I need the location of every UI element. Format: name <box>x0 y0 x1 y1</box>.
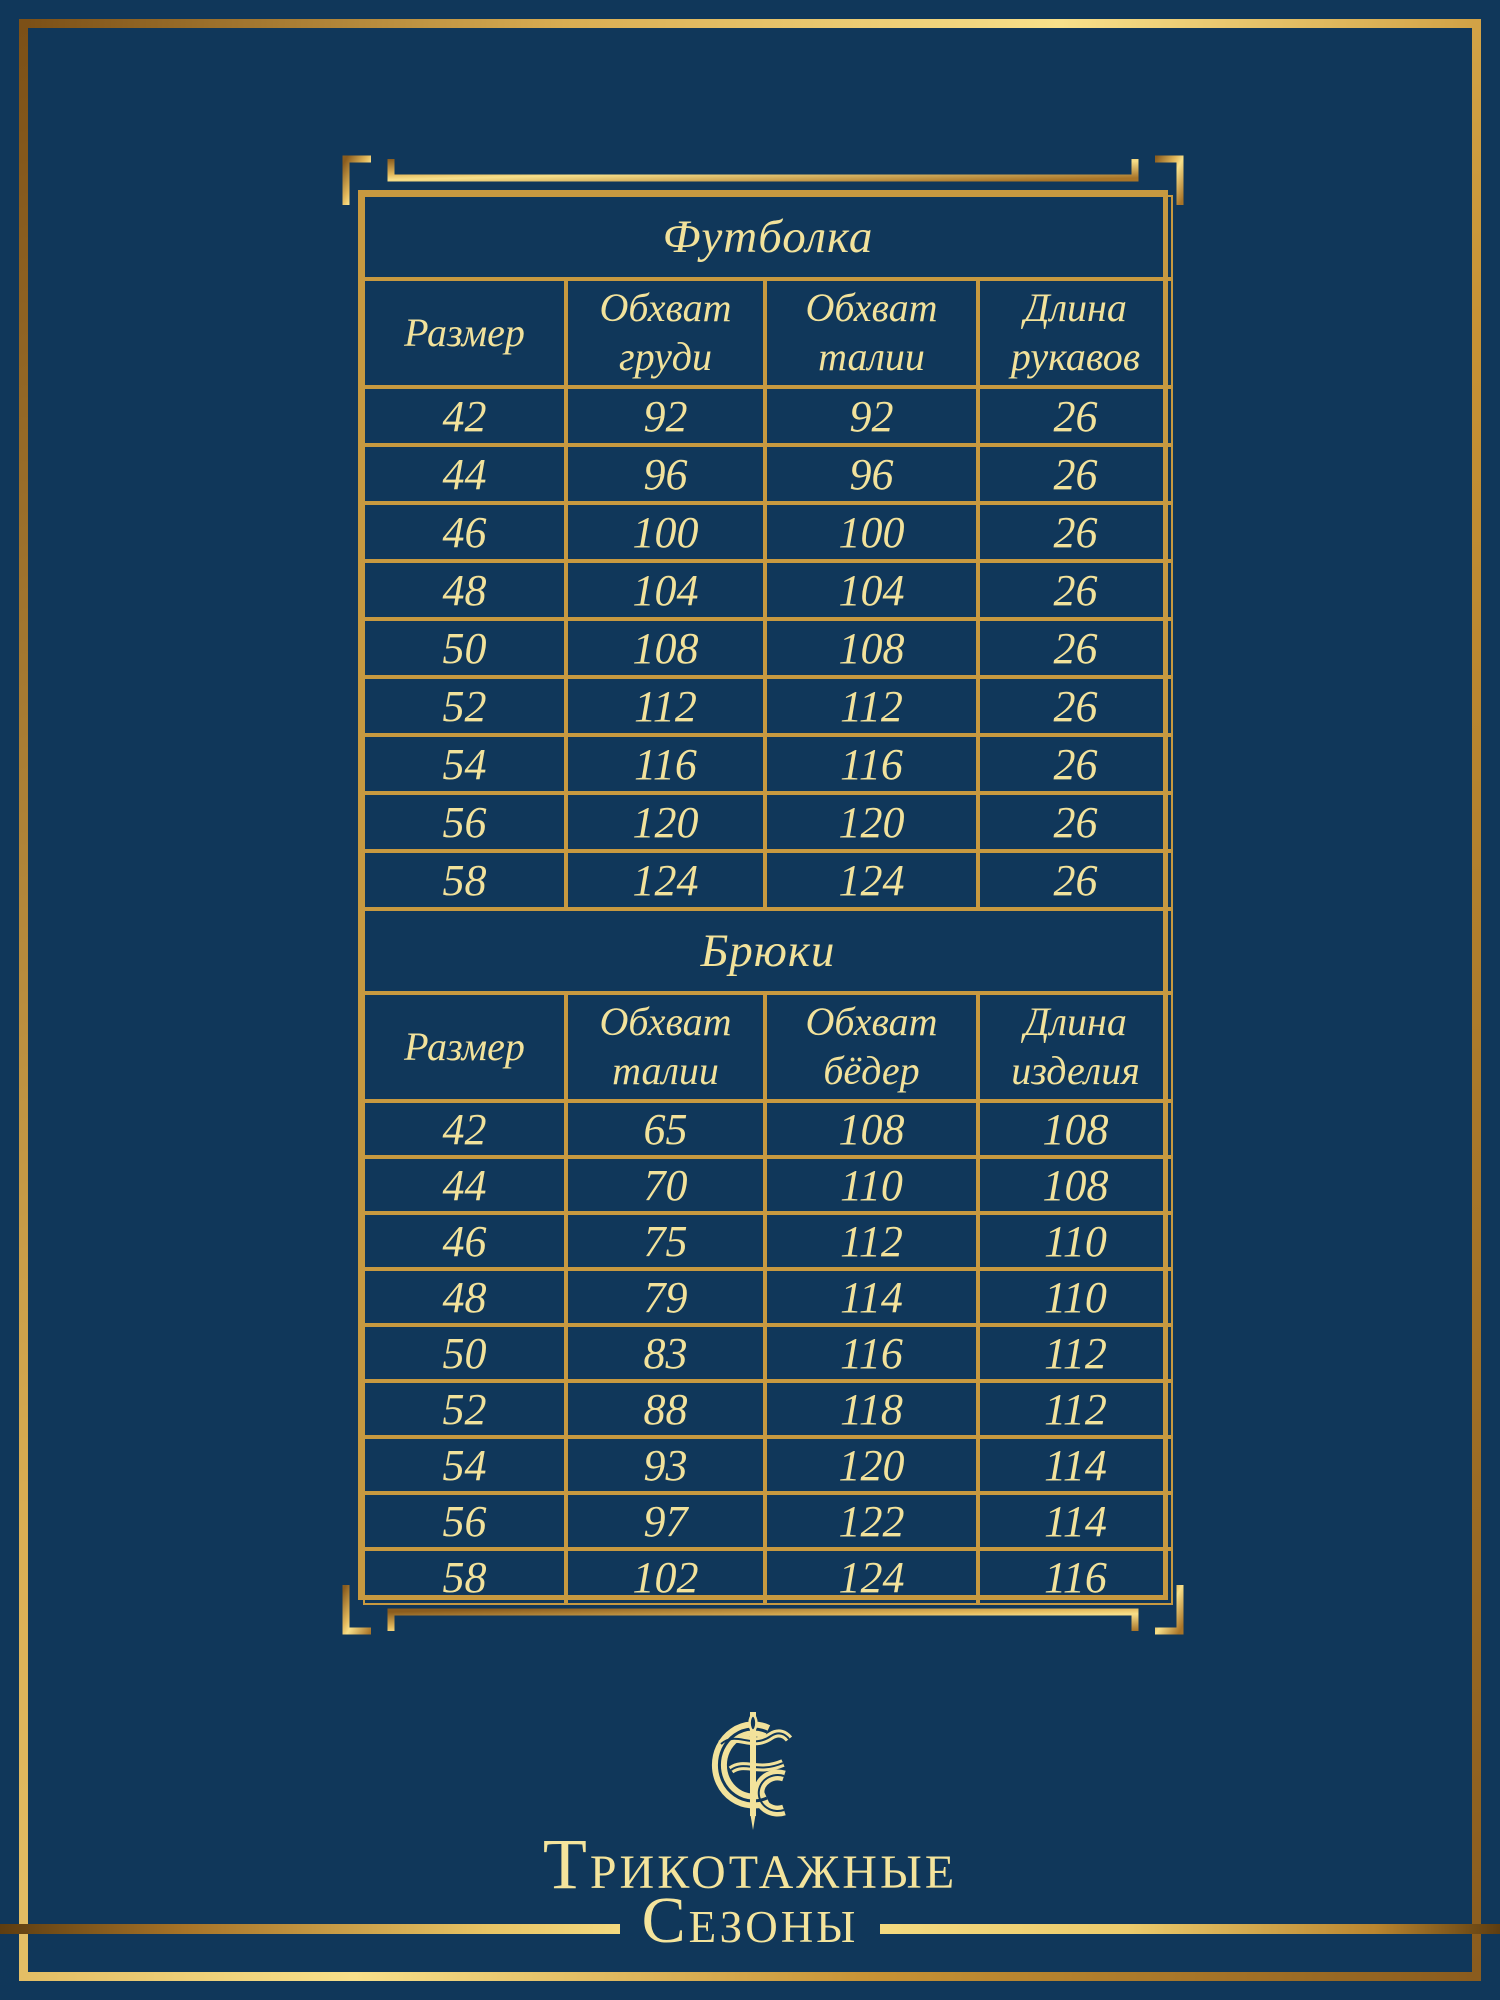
brand-line1-rest: РИКОТАЖНЫЕ <box>589 1846 958 1899</box>
table-cell: 44 <box>363 445 566 503</box>
table-title: Футболка <box>363 195 1173 279</box>
table-cell: 26 <box>978 561 1173 619</box>
table-cell: 88 <box>566 1381 765 1437</box>
table-cell: 56 <box>363 793 566 851</box>
table-cell: 92 <box>765 387 978 445</box>
table-cell: 58 <box>363 1549 566 1605</box>
table-cell: 110 <box>978 1269 1173 1325</box>
table-cell: 44 <box>363 1157 566 1213</box>
gold-divider-line-right <box>880 1924 1500 1934</box>
table-cell: 26 <box>978 503 1173 561</box>
table-cell: 56 <box>363 1493 566 1549</box>
table-cell: 108 <box>978 1101 1173 1157</box>
table-cell: 26 <box>978 387 1173 445</box>
table-cell: 104 <box>566 561 765 619</box>
size-table <box>358 190 1168 1600</box>
table-cell: 46 <box>363 503 566 561</box>
table-cell: 26 <box>978 619 1173 677</box>
table-cell: 124 <box>765 1549 978 1605</box>
table-cell: 65 <box>566 1101 765 1157</box>
table-cell: 50 <box>363 619 566 677</box>
column-header: Длина изделия <box>978 993 1173 1101</box>
table-cell: 114 <box>765 1269 978 1325</box>
table-cell: 96 <box>765 445 978 503</box>
table-title: Брюки <box>363 909 1173 993</box>
table-cell: 54 <box>363 1437 566 1493</box>
table-cell: 79 <box>566 1269 765 1325</box>
table-cell: 108 <box>765 619 978 677</box>
table-cell: 100 <box>566 503 765 561</box>
table-cell: 93 <box>566 1437 765 1493</box>
column-header: Длина рукавов <box>978 279 1173 387</box>
table-cell: 120 <box>765 793 978 851</box>
table-cell: 112 <box>765 1213 978 1269</box>
table-cell: 114 <box>978 1437 1173 1493</box>
brand-monogram <box>0 1708 1500 1839</box>
table-cell: 102 <box>566 1549 765 1605</box>
column-header: Обхват бёдер <box>765 993 978 1101</box>
brand-name-line2 <box>641 1883 859 1971</box>
table-cell: 116 <box>765 735 978 793</box>
brand-line1-initial: Т <box>542 1824 590 1904</box>
table-cell: 42 <box>363 1101 566 1157</box>
brand-line2-rest: ЕЗОНЫ <box>688 1901 859 1952</box>
table-cell: 120 <box>566 793 765 851</box>
table-cell: 75 <box>566 1213 765 1269</box>
table-cell: 58 <box>363 851 566 909</box>
table-cell: 26 <box>978 677 1173 735</box>
table-cell: 118 <box>765 1381 978 1437</box>
column-header: Размер <box>363 993 566 1101</box>
table-cell: 120 <box>765 1437 978 1493</box>
table-cell: 112 <box>566 677 765 735</box>
table-cell: 108 <box>978 1157 1173 1213</box>
table-cell: 108 <box>566 619 765 677</box>
table-cell: 110 <box>765 1157 978 1213</box>
brand-name-line2-row <box>0 1883 1500 1962</box>
table-cell: 52 <box>363 1381 566 1437</box>
table-cell: 110 <box>978 1213 1173 1269</box>
table-cell: 124 <box>765 851 978 909</box>
table-cell: 70 <box>566 1157 765 1213</box>
gold-divider-line-left <box>0 1924 620 1934</box>
table-cell: 104 <box>765 561 978 619</box>
table-cell: 112 <box>978 1325 1173 1381</box>
dashed-border-right <box>1461 35 1465 1965</box>
needle-and-thread-monogram-icon <box>697 1708 803 1834</box>
column-header: Размер <box>363 279 566 387</box>
table-cell: 26 <box>978 445 1173 503</box>
table-cell: 116 <box>765 1325 978 1381</box>
table-cell: 108 <box>765 1101 978 1157</box>
table-cell: 52 <box>363 677 566 735</box>
table-cell: 26 <box>978 793 1173 851</box>
table-cell: 114 <box>978 1493 1173 1549</box>
table-cell: 46 <box>363 1213 566 1269</box>
table-cell: 48 <box>363 561 566 619</box>
brand-line2-initial: С <box>641 1883 689 1957</box>
table-cell: 97 <box>566 1493 765 1549</box>
table-cell: 42 <box>363 387 566 445</box>
table-cell: 96 <box>566 445 765 503</box>
column-header: Обхват груди <box>566 279 765 387</box>
table-cell: 26 <box>978 735 1173 793</box>
dashed-border-top <box>35 35 1465 39</box>
table-cell: 54 <box>363 735 566 793</box>
table-cell: 116 <box>566 735 765 793</box>
table-cell: 83 <box>566 1325 765 1381</box>
table-cell: 122 <box>765 1493 978 1549</box>
table-cell: 100 <box>765 503 978 561</box>
table-cell: 26 <box>978 851 1173 909</box>
table-cell: 48 <box>363 1269 566 1325</box>
column-header: Обхват талии <box>765 279 978 387</box>
table-cell: 112 <box>978 1381 1173 1437</box>
table-cell: 50 <box>363 1325 566 1381</box>
table-cell: 92 <box>566 387 765 445</box>
table-cell: 124 <box>566 851 765 909</box>
column-header: Обхват талии <box>566 993 765 1101</box>
table-cell: 116 <box>978 1549 1173 1605</box>
dashed-border-left <box>35 35 39 1965</box>
table-cell: 112 <box>765 677 978 735</box>
